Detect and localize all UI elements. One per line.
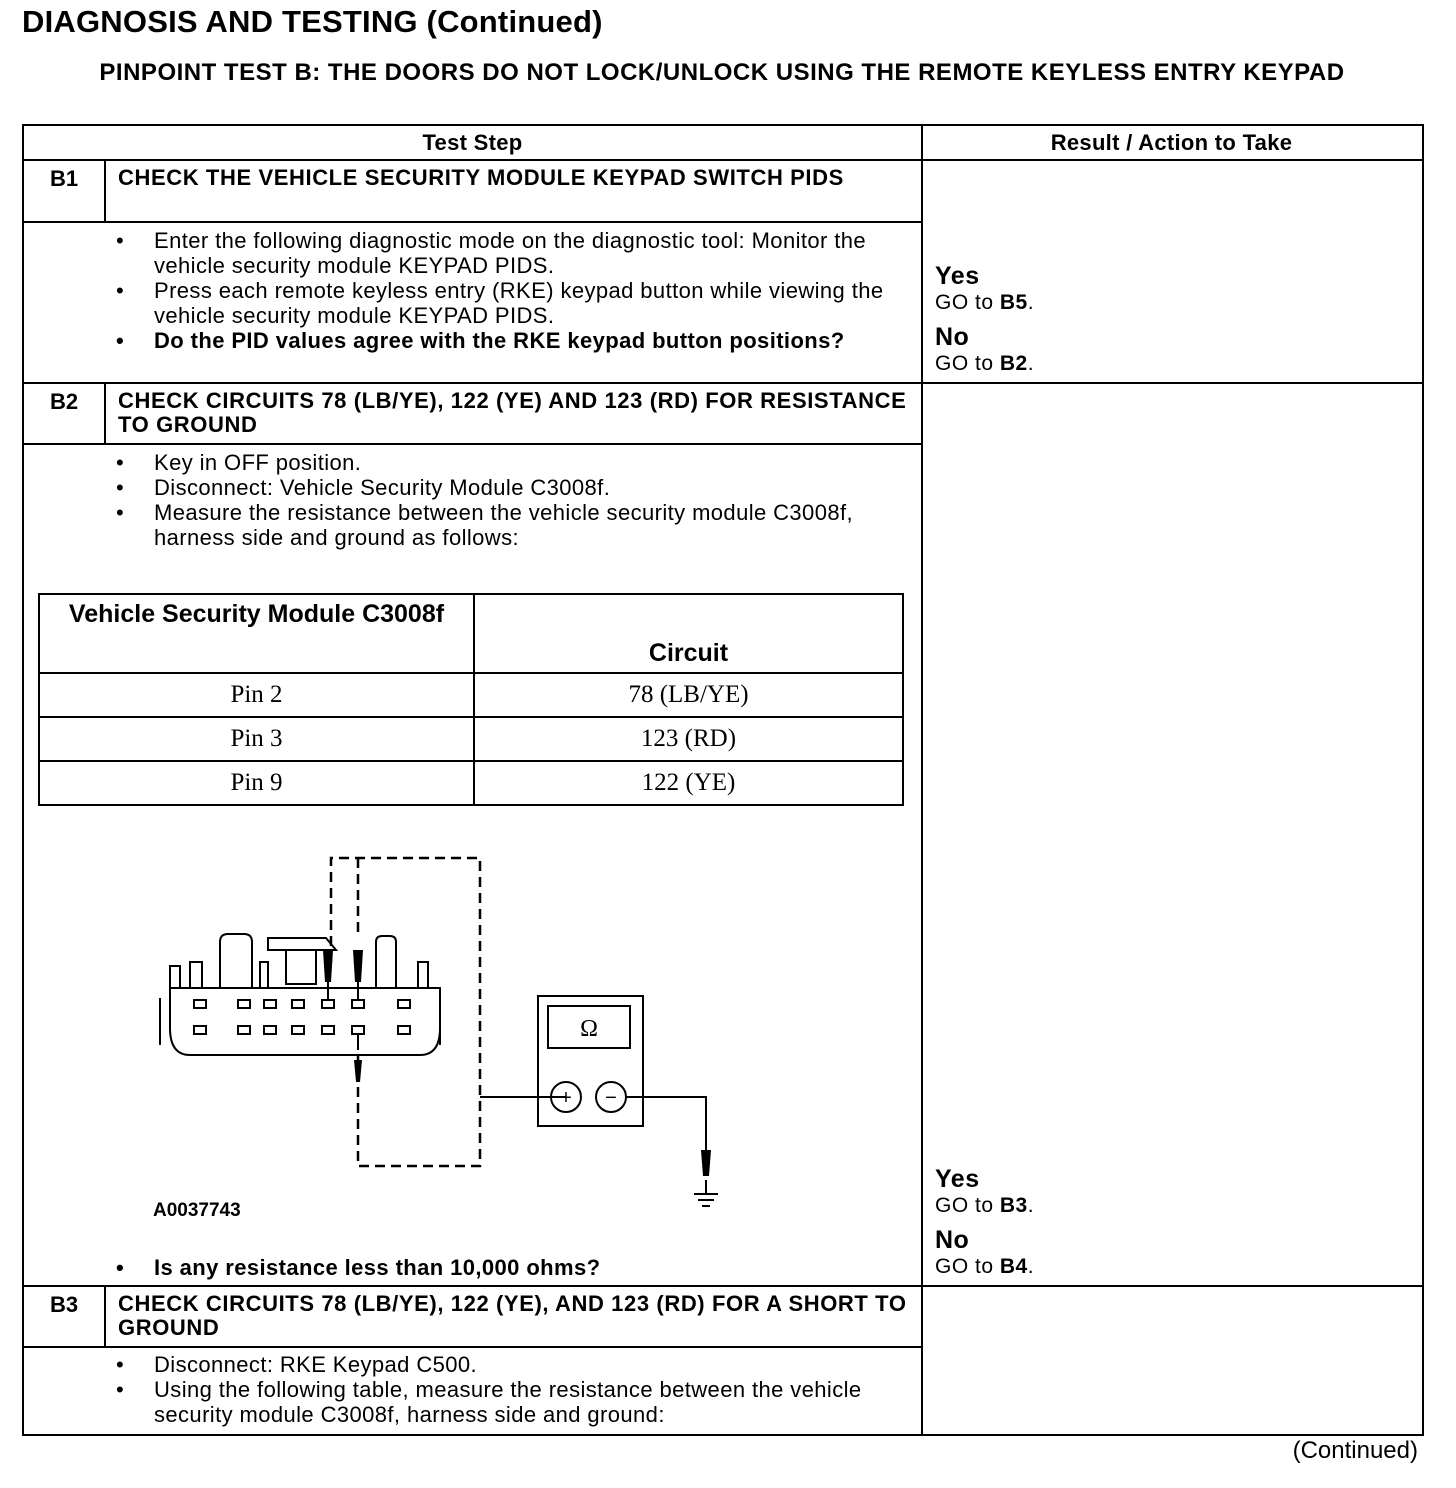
circuit-cell: 78 (LB/YE) (474, 673, 903, 717)
circuit-cell: 123 (RD) (474, 717, 903, 761)
step-id-rule (22, 221, 106, 223)
result-b1: Yes GO to B5. No GO to B2. (935, 263, 1405, 385)
list-item: • Disconnect: RKE Keypad C500. (114, 1352, 904, 1377)
pin-table-header-circuit: Circuit (474, 594, 903, 673)
step-id-b2: B2 (49, 389, 79, 414)
list-item: • Press each remote keyless entry (RKE) keypad button while viewing the vehicle security module KEYPAD PIDS. (114, 278, 904, 328)
list-item: • Measure the resistance between the vehicle security module C3008f, harness side and ground as follows: (114, 500, 904, 550)
continued-label: (Continued) (1292, 1437, 1418, 1464)
negative-terminal-icon: − (605, 1087, 617, 1109)
step-title-rule (104, 443, 922, 445)
step-b3-instructions (114, 1352, 904, 1427)
step-title-b1: CHECK THE VEHICLE SECURITY MODULE KEYPAD SWITCH PIDS (118, 165, 844, 190)
go-to-b4-link[interactable]: B4 (999, 1255, 1028, 1278)
step-question: • Do the PID values agree with the RKE keypad button positions? (114, 328, 904, 353)
go-to-b3-link[interactable]: B3 (999, 1194, 1028, 1217)
step-question: • Is any resistance less than 10,000 ohms? (114, 1255, 904, 1280)
figure-id: A0037743 (153, 1200, 241, 1221)
table-row (39, 673, 903, 717)
pin-table-header-module: Vehicle Security Module C3008f (39, 594, 474, 673)
step-b2-instructions (114, 450, 904, 550)
table-row (39, 761, 903, 805)
step-title-rule (104, 221, 922, 223)
step-id-b3: B3 (49, 1292, 79, 1317)
no-label: No (935, 1226, 970, 1254)
go-to-text: GO to (935, 291, 994, 314)
step-id-rule (22, 443, 106, 445)
pin-circuit-table (38, 593, 904, 806)
column-header-result: Result / Action to Take (1050, 130, 1293, 155)
result-b2: Yes GO to B3. No GO to B4. (935, 1166, 1405, 1288)
step-id-divider (104, 383, 106, 445)
go-to-text: GO to (935, 1255, 994, 1278)
pin-cell: Pin 3 (39, 717, 474, 761)
circuit-cell: 122 (YE) (474, 761, 903, 805)
connector-ohmmeter-diagram (140, 850, 740, 1220)
go-to-text: GO to (935, 352, 994, 375)
pin-cell: Pin 9 (39, 761, 474, 805)
yes-label: Yes (935, 262, 980, 290)
ohm-icon: Ω (580, 1016, 598, 1042)
step-b2-question (114, 1255, 904, 1280)
step-title-b2: CHECK CIRCUITS 78 (LB/YE), 122 (YE) AND 123 (RD) FOR RESISTANCE TO GROUND (118, 388, 907, 437)
step-id-divider (104, 1286, 106, 1348)
yes-label: Yes (935, 1165, 980, 1193)
step-title-b3: CHECK CIRCUITS 78 (LB/YE), 122 (YE), AND 123 (RD) FOR A SHORT TO GROUND (118, 1291, 907, 1340)
go-to-text: GO to (935, 1194, 994, 1217)
list-item: • Using the following table, measure the resistance between the vehicle security module C3008f, harness side and ground: (114, 1377, 904, 1427)
step-id-b1: B1 (49, 166, 79, 191)
pinpoint-test-title: PINPOINT TEST B: THE DOORS DO NOT LOCK/UNLOCK USING THE REMOTE KEYLESS ENTRY KEYPAD (99, 59, 1345, 86)
pin-cell: Pin 2 (39, 673, 474, 717)
go-to-b2-link[interactable]: B2 (999, 352, 1028, 375)
list-item: • Enter the following diagnostic mode on the diagnostic tool: Monitor the vehicle security module KEYPAD PIDS. (114, 228, 904, 278)
table-row (39, 717, 903, 761)
no-label: No (935, 323, 970, 351)
step-id-rule (22, 1346, 106, 1348)
list-item: • Key in OFF position. (114, 450, 904, 475)
go-to-b5-link[interactable]: B5 (999, 291, 1028, 314)
list-item: • Disconnect: Vehicle Security Module C3008f. (114, 475, 904, 500)
step-b1-instructions (114, 228, 904, 353)
step-title-rule (104, 1346, 922, 1348)
page-title: DIAGNOSIS AND TESTING (Continued) (22, 4, 603, 39)
column-header-test-step: Test Step (422, 130, 523, 155)
positive-terminal-icon: + (560, 1087, 572, 1109)
step-id-divider (104, 160, 106, 222)
column-divider (921, 124, 923, 1434)
